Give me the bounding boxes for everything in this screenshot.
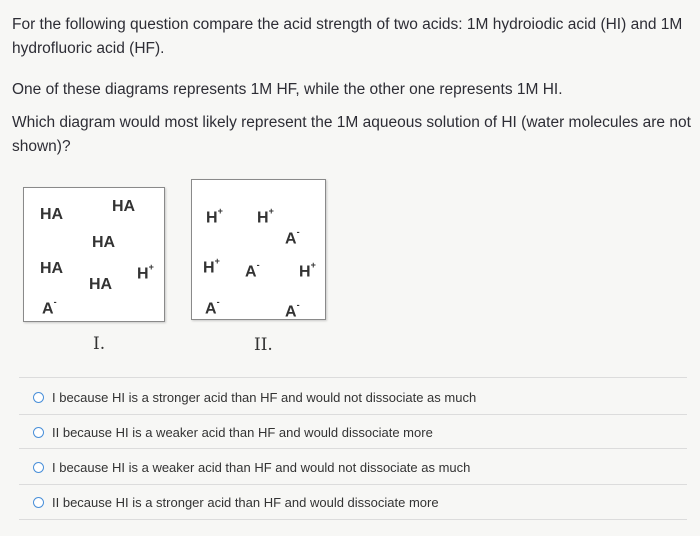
species-h-plus: H+ [137, 262, 154, 283]
species-h-plus: H+ [299, 260, 316, 281]
answer-option-4[interactable] [33, 492, 439, 512]
diagram-ii-label: II. [254, 335, 273, 355]
divider [19, 484, 687, 485]
radio-button-icon[interactable] [33, 392, 44, 403]
question-context: One of these diagrams represents 1M HF, while the other one represents 1M HI. [12, 81, 563, 98]
species-a-minus: A- [42, 297, 57, 318]
species-ha: HA [40, 206, 64, 223]
diagram-i-label: I. [93, 334, 106, 354]
species-a-minus: A- [285, 300, 300, 321]
species-a-minus: A- [205, 297, 220, 318]
radio-button-icon[interactable] [33, 462, 44, 473]
radio-button-icon[interactable] [33, 427, 44, 438]
species-ha: HA [40, 260, 64, 277]
answer-option-text: II because HI is a stronger acid than HF and would dissociate more [52, 494, 439, 510]
question-intro: For the following question compare the acid strength of two acids: 1M hydroiodic acid (HI) and 1M hydrofluoric acid (HF). [12, 16, 683, 57]
answer-option-1[interactable] [33, 387, 476, 407]
divider [19, 414, 687, 415]
diagram-i-box [23, 187, 165, 322]
answer-option-text: II because HI is a weaker acid than HF and would dissociate more [52, 424, 433, 440]
species-ha: HA [92, 234, 116, 251]
species-ha: HA [89, 276, 113, 293]
species-a-minus: A- [285, 227, 300, 248]
radio-button-icon[interactable] [33, 497, 44, 508]
species-a-minus: A- [245, 260, 260, 281]
species-h-plus: H+ [206, 206, 223, 227]
divider [19, 377, 687, 378]
species-ha: HA [112, 198, 136, 215]
answer-option-text: I because HI is a weaker acid than HF and would not dissociate as much [52, 459, 471, 475]
answer-option-2[interactable] [33, 422, 433, 442]
divider [19, 519, 687, 520]
question-prompt: Which diagram would most likely represent the 1M aqueous solution of HI (water molecules are not shown)? [12, 114, 691, 155]
answer-option-text: I because HI is a stronger acid than HF and would not dissociate as much [52, 389, 477, 405]
species-h-plus: H+ [257, 206, 274, 227]
diagram-ii-box [191, 179, 326, 320]
species-h-plus: H+ [203, 256, 220, 277]
divider [19, 448, 687, 449]
answer-option-3[interactable] [33, 457, 470, 477]
